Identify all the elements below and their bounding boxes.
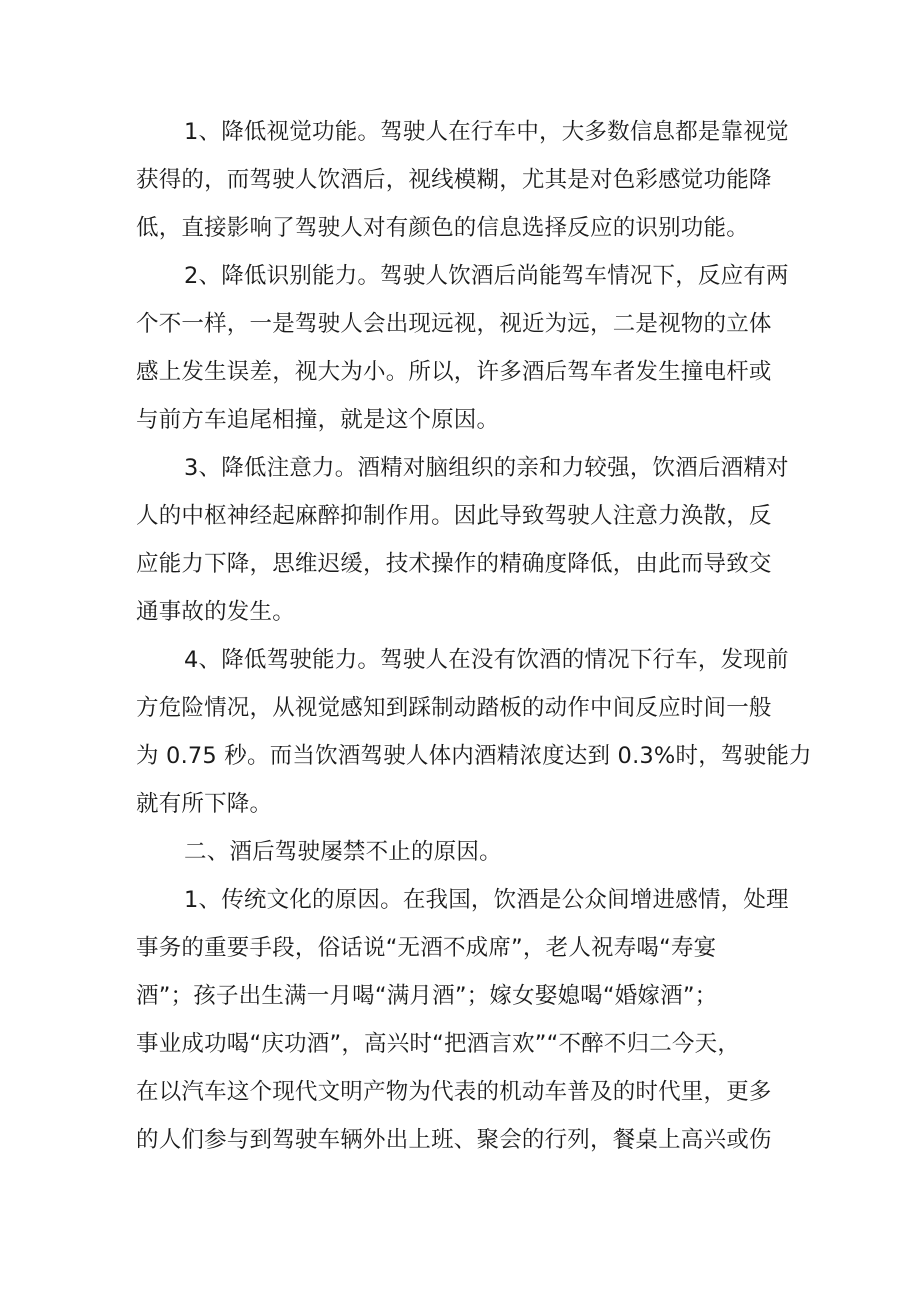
paragraph-1-line-1: 1、降低视觉功能。驾驶人在行车中，大多数信息都是靠视觉 bbox=[184, 119, 789, 145]
paragraph-1-line-3: 低，直接影响了驾驶人对有颜色的信息选择反应的识别功能。 bbox=[136, 215, 749, 241]
paragraph-4-line-2: 方危险情况，从视觉感知到踩制动踏板的动作中间反应时间一般 bbox=[136, 695, 772, 721]
paragraph-5-line-3: 酒”；孩子出生满一月喝“满月酒”；嫁女娶媳喝“婚嫁酒”； bbox=[136, 983, 718, 1009]
paragraph-4-line-4: 就有所下降。 bbox=[136, 791, 273, 817]
paragraph-5-line-1: 1、传统文化的原因。在我国，饮酒是公众间增进感情，处理 bbox=[184, 887, 789, 913]
paragraph-4-line-1: 4、降低驾驶能力。驾驶人在没有饮酒的情况下行车，发现前 bbox=[184, 647, 789, 673]
paragraph-5-line-4: 事业成功喝“庆功酒”，高兴时“把酒言欢”“不醉不归二今天， bbox=[136, 1031, 741, 1057]
paragraph-2-line-2: 个不一样，一是驾驶人会出现远视，视近为远，二是视物的立体 bbox=[136, 311, 772, 337]
paragraph-4-line-3: 为 0.75 秒。而当饮酒驾驶人体内酒精浓度达到 0.3%时，驾驶能力 bbox=[136, 743, 812, 769]
paragraph-3-line-1: 3、降低注意力。酒精对脑组织的亲和力较强，饮酒后酒精对 bbox=[184, 455, 789, 481]
section-heading: 二、酒后驾驶屡禁不止的原因。 bbox=[184, 839, 502, 865]
paragraph-2-line-4: 与前方车追尾相撞，就是这个原因。 bbox=[136, 407, 500, 433]
paragraph-5-line-5: 在以汽车这个现代文明产物为代表的机动车普及的时代里，更多 bbox=[136, 1079, 772, 1105]
paragraph-2-line-3: 感上发生误差，视大为小。所以，许多酒后驾车者发生撞电杆或 bbox=[136, 359, 772, 385]
paragraph-1-line-2: 获得的，而驾驶人饮酒后，视线模糊，尤其是对色彩感觉功能降 bbox=[136, 167, 772, 193]
paragraph-3-line-3: 应能力下降，思维迟缓，技术操作的精确度降低，由此而导致交 bbox=[136, 551, 772, 577]
paragraph-2-line-1: 2、降低识别能力。驾驶人饮酒后尚能驾车情况下，反应有两 bbox=[184, 263, 789, 289]
paragraph-5-line-2: 事务的重要手段，俗话说“无酒不成席”，老人祝寿喝“寿宴 bbox=[136, 935, 717, 961]
paragraph-3-line-2: 人的中枢神经起麻醉抑制作用。因此导致驾驶人注意力涣散，反 bbox=[136, 503, 772, 529]
paragraph-5-line-6: 的人们参与到驾驶车辆外出上班、聚会的行列，餐桌上高兴或伤 bbox=[136, 1127, 772, 1153]
paragraph-3-line-4: 通事故的发生。 bbox=[136, 599, 295, 625]
